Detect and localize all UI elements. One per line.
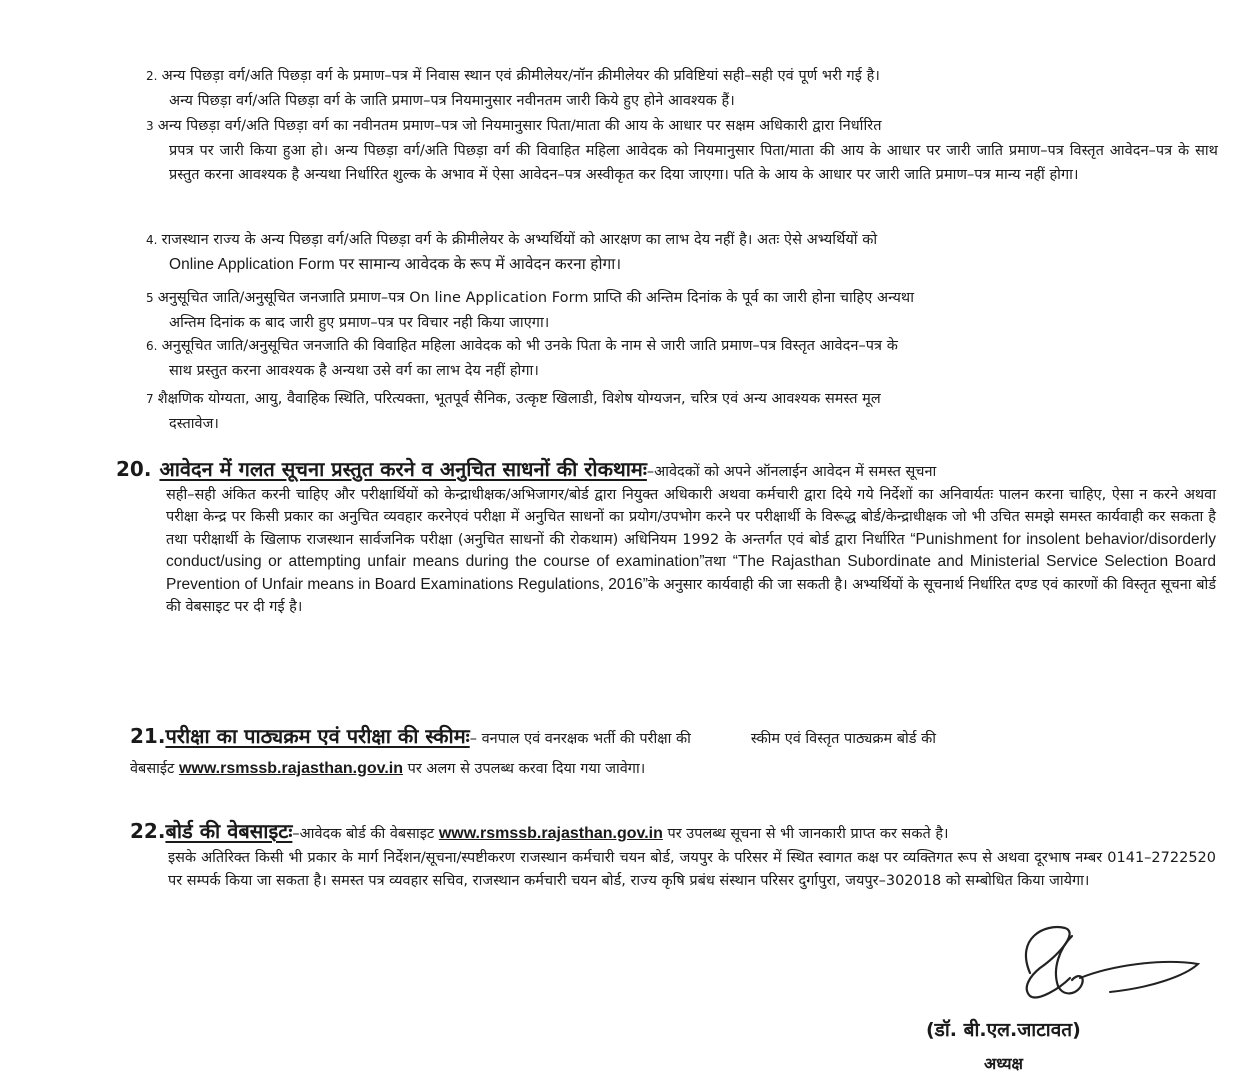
section-body-text: सही–सही अंकित करनी चाहिए और परीक्षार्थियों को केन्द्राधीक्षक/अभिजागर/बोर्ड द्वारा नियुक्त अधिकारी अथवा कर्मचारी द्वारा दिये गये निर्देशों का अनिवार्यतः पालन करना चाहिए, ऐसा न करने अथवा परीक्षा केन्द्र पर किसी प्रकार का अनुचित व्यवहार करनेएवं परीक्षा में अनुचित साधनों का प्रयोग/उपभोग करने पर परीक्षार्थी के विरूद्ध बोर्ड/केन्द्राधीक्षक जो भी उचित समझे समस्त कार्यवाही कर सकता है तथा परीक्षार्थी के खिलाफ राजस्थान सार्वजनिक परीक्षा (अनुचित साधनों की रोकथाम) अधिनियम 1992 के अन्तर्गत एवं बोर्ड द्वारा निर्धारित: [166, 486, 1216, 548]
item-number: 3: [146, 119, 154, 133]
section-body: [116, 484, 1216, 619]
section-number: 21.: [130, 724, 166, 748]
signature-block: [900, 918, 1200, 1078]
list-item: [146, 114, 1218, 188]
section-tail: के अनुसार कार्यवाही की जा सकती है। अभ्यर्थियों के सूचनार्थ निर्धारित दण्ड एवं कारणों की विस्तृत सूचना बोर्ड की वेबसाइट पर दी गई है।: [166, 576, 1216, 615]
website-link[interactable]: www.rsmssb.rajasthan.gov.in: [438, 825, 663, 842]
signer-title: अध्यक्ष: [984, 1054, 1023, 1073]
section-lead: –आवेदकों को अपने ऑनलाईन आवेदन में समस्त सूचना: [646, 464, 937, 480]
section-heading: आवेदन में गलत सूचना प्रस्तुत करने व अनुचित साधनों की रोकथामः: [159, 457, 647, 481]
section-lead: – वनपाल एवं वनरक्षक भर्ती की परीक्षा की: [469, 731, 691, 747]
list-item: [146, 64, 1218, 113]
signer-name: (डॉ. बी.एल.जाटावत): [926, 1019, 1081, 1041]
item-first-line: राजस्थान राज्य के अन्य पिछड़ा वर्ग/अति पिछड़ा वर्ग के क्रीमीलेयर के अभ्यर्थियों को आरक्षण का लाभ देय नहीं है। अतः ऐसे अभ्यर्थियों को: [161, 232, 878, 248]
item-continuation: अन्तिम दिनांक क बाद जारी हुए प्रमाण–पत्र पर विचार नही किया जाएगा।: [169, 314, 550, 331]
list-item: [146, 286, 1218, 335]
item-continuation: दस्तावेज।: [169, 415, 219, 432]
item-continuation: साथ प्रस्तुत करना आवश्यक है अन्यथा उसे वर्ग का लाभ देय नहीं होगा।: [169, 362, 539, 379]
section-body: इसके अतिरिक्त किसी भी प्रकार के मार्ग निर्देशन/सूचना/स्पष्टीकरण राजस्थान कर्मचारी चयन बोर्ड, जयपुर के परिसर में स्थित स्वागत कक्ष पर व्यक्तिगत रूप से अथवा दूरभाष नम्बर 0141–2722520 पर सम्पर्क किया जा सकता है। समस्त पत्र व्यवहार सचिव, राजस्थान कर्मचारी चयन बोर्ड, राज्य कृषि प्रबंध संस्थान परिसर दुर्गापुरा, जयपुर–302018 को सम्बोधित किया जायेगा।: [168, 849, 1216, 889]
list-item: [146, 387, 1218, 436]
section-20: [116, 458, 1216, 619]
regulation-title-2: “The Rajasthan Subordinate and Ministerial Service Selection Board Prevention of Unfair means in Board Examinations Regulations, 2016”: [166, 553, 1217, 593]
website-link[interactable]: www.rsmssb.rajasthan.gov.in: [178, 760, 403, 777]
regulation-title-1: “Punishment for insolent behavior/disorderly conduct/using or attempting unfair means during the course of examination”: [166, 530, 1216, 570]
list-item: [146, 334, 1218, 383]
section-post-link: पर उपलब्ध सूचना से भी जानकारी प्राप्त कर सकते है।: [667, 826, 949, 842]
item-first-line: अन्य पिछड़ा वर्ग/अति पिछड़ा वर्ग के प्रमाण–पत्र में निवास स्थान एवं क्रीमीलेयर/नॉन क्रीमीलेयर की प्रविष्टियां सही–सही एवं पूर्ण भरी गई है।: [161, 68, 880, 84]
section-21: [130, 722, 1216, 784]
item-first-line: अनुसूचित जाति/अनुसूचित जनजाति प्रमाण–पत्र On line Application Form प्राप्ति की अन्तिम दिनांक के पूर्व का जारी होना चाहिए अन्यथा: [157, 290, 915, 306]
section-heading: बोर्ड की वेबसाइटः: [165, 819, 293, 843]
item-continuation: Online Application Form पर सामान्य आवेदक के रूप में आवेदन करना होगा।: [169, 255, 622, 273]
section-22: [130, 820, 1216, 894]
item-continuation: अन्य पिछड़ा वर्ग/अति पिछड़ा वर्ग के जाति प्रमाण–पत्र नियमानुसार नवीनतम जारी किये हुए होने आवश्यक हैं।: [169, 92, 735, 109]
item-number: 5: [146, 291, 154, 305]
section-post-link: पर अलग से उपलब्ध करवा दिया गया जावेगा।: [407, 761, 646, 777]
item-number: 2.: [146, 69, 158, 83]
item-first-line: अन्य पिछड़ा वर्ग/अति पिछड़ा वर्ग का नवीनतम प्रमाण–पत्र जो नियमानुसार पिता/माता की आय के आधार पर सक्षम अधिकारी द्वारा निर्धारित: [157, 118, 882, 134]
section-lead: –आवेदक बोर्ड की वेबसाइट: [292, 826, 435, 842]
section-pre-link: वेबसाईट: [130, 761, 175, 777]
list-item: [146, 228, 1218, 277]
section-number: 20.: [116, 457, 152, 481]
signature-image: [960, 918, 1200, 1018]
item-first-line: अनुसूचित जाति/अनुसूचित जनजाति की विवाहित महिला आवेदक को भी उनके पिता के नाम से जारी जाति प्रमाण–पत्र विस्तृत आवेदन–पत्र के: [161, 338, 898, 354]
item-number: 4.: [146, 233, 158, 247]
item-number: 6.: [146, 339, 158, 353]
item-first-line: शैक्षणिक योग्यता, आयु, वैवाहिक स्थिति, परित्यक्ता, भूतपूर्व सैनिक, उत्कृष्ट खिलाडी, विशेष योग्यजन, चरित्र एवं अन्य आवश्यक समस्त मूल: [157, 391, 881, 407]
item-number: 7: [146, 392, 154, 406]
section-lead-continued: स्कीम एवं विस्तृत पाठ्यक्रम बोर्ड की: [750, 731, 937, 747]
section-connector: तथा: [704, 554, 726, 570]
item-continuation: प्रपत्र पर जारी किया हुआ हो। अन्य पिछड़ा वर्ग/अति पिछड़ा वर्ग की विवाहित महिला आवेदक को नियमानुसार पिता/माता की आय के आधार पर जारी जाति प्रमाण–पत्र विस्तृत आवेदन–पत्र के साथ प्रस्तुत करना आवश्यक है अन्यथा निर्धारित शुल्क के अभाव में ऐसा आवेदन–पत्र अस्वीकृत कर दिया जाएगा। पति के आय के आधार पर जारी जाति प्रमाण–पत्र मान्य नहीं होगा।: [169, 142, 1218, 183]
section-heading: परीक्षा का पाठ्यक्रम एवं परीक्षा की स्कीमः: [165, 724, 470, 748]
section-number: 22.: [130, 819, 166, 843]
